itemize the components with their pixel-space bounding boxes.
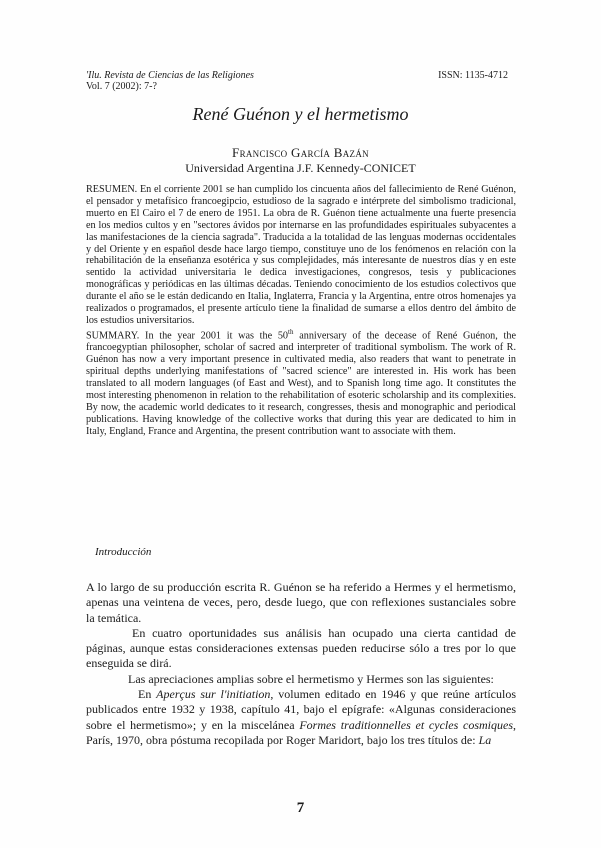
journal-name: 'Ilu. Revista de Ciencias de las Religiones: [86, 70, 254, 81]
body-paragraph-2: En cuatro oportunidades sus análisis han ocupado una cierta cantidad de páginas, aunque estas consideraciones extensas pueden reducirse sólo a tres por lo que enseguida se dirá.: [86, 625, 516, 671]
resumen-label: RESUMEN.: [86, 184, 138, 195]
summary-superscript: th: [288, 327, 294, 336]
article-title: René Guénon y el hermetismo: [192, 104, 409, 124]
journal-volume: Vol. 7 (2002): 7-?: [86, 81, 157, 92]
p4-part-b: , volumen editado en 1946 y que reúne artículos publicados entre 1932 y 1938, capítulo 41, bajo el epígrafe: «Algunas consideraciones sobre el hermetismo»; y en la miscelánea: [86, 687, 516, 732]
summary-paragraph: [86, 327, 516, 438]
section-heading: Introducción: [95, 546, 152, 558]
body-paragraph-3: Las apreciaciones amplias sobre el hermetismo y Hermes son las siguientes:: [128, 671, 494, 686]
body-paragraph-4: [86, 687, 516, 748]
p4-title-2: Formes traditionnelles et cycles cosmiques: [299, 717, 513, 732]
body-paragraph-1: A lo largo de su producción escrita R. Guénon se ha referido a Hermes y el hermetismo, apenas una veintena de veces, pero, desde luego, que con reflexiones sustanciales sobre la temática.: [86, 580, 516, 625]
abstract-block: [86, 184, 516, 437]
issn: ISSN: 1135-4712: [438, 70, 508, 81]
p4-title-3: La: [478, 732, 492, 747]
p4-part-a: En: [138, 687, 157, 702]
body-text: [86, 580, 516, 748]
p4-part-c: , París, 1970, obra póstuma recopilada por Roger Maridort, bajo los tres títulos de:: [86, 717, 516, 747]
author-affiliation: Universidad Argentina J.F. Kennedy-CONICET: [185, 161, 416, 175]
summary-text-1: In the year 2001 it was the 50: [145, 330, 289, 342]
summary-text-2: anniversary of the decease of René Guénon, the francoegyptian philosopher, scholar of sacred and interpreter of traditional symbolism. The work of R. Guénon has now a very important presence in cultivated media, also readers that want to penetrate in spiritual depths underlying manifestations of "sacred science" are interested in. His work has been translated to all modern languages (of East and West), and to Spanish long time ago. It constitutes the most interesting phenomenon in relation to the rehabilitation of esoteric scholarship and its complexities. By now, the academic world dedicates to it research, congresses, thesis and monographic and periodical publications. Having knowledge of the collective works that during this year are dedicated to him in Italy, England, France and Argentina, the present contribution want to associate with them.: [86, 330, 516, 437]
resumen-paragraph: [86, 184, 516, 327]
summary-label: SUMMARY.: [86, 330, 140, 342]
author-name: Francisco García Bazán: [232, 145, 369, 160]
p4-title-1: Aperçus sur l'initiation: [156, 687, 271, 702]
resumen-text: En el corriente 2001 se han cumplido los cincuenta años del fallecimiento de René Guénon, el pensador y metafísico francoegipcio, estudioso de la sagrado e intérprete del simbolismo tradicional, muerto en El Cairo el 7 de enero de 1951. La obra de R. Guénon tiene actualmente una fuerte presencia en los medios cultos y en "sectores ávidos por internarse en las profundidades espirituales subyacentes a las manifestaciones de la ciencia sagrada". Traducida a la totalidad de las lenguas modernas occidentales y del Oriente y en español desde hace largo tiempo, constituye uno de los fenómenos en relación con la rehabilitación de la enseñanza esotérica y sus complejidades, más interesante de nuestros días y en este sentido la actividad universitaria le dedica investigaciones, congresos, tesis y publicaciones monográficas y periódicas en las últimas décadas. Teniendo conocimiento de los estudios colectivos que durante el año se le están dedicando en Italia, Inglaterra, Francia y la Argentina, entre otros homenajes ya realizados o programados, el presente artículo tiene la finalidad de sumarse a ellos dentro del ámbito de los estudios universitarios.: [86, 184, 516, 326]
journal-header: [86, 70, 254, 92]
page-number: 7: [296, 800, 305, 816]
